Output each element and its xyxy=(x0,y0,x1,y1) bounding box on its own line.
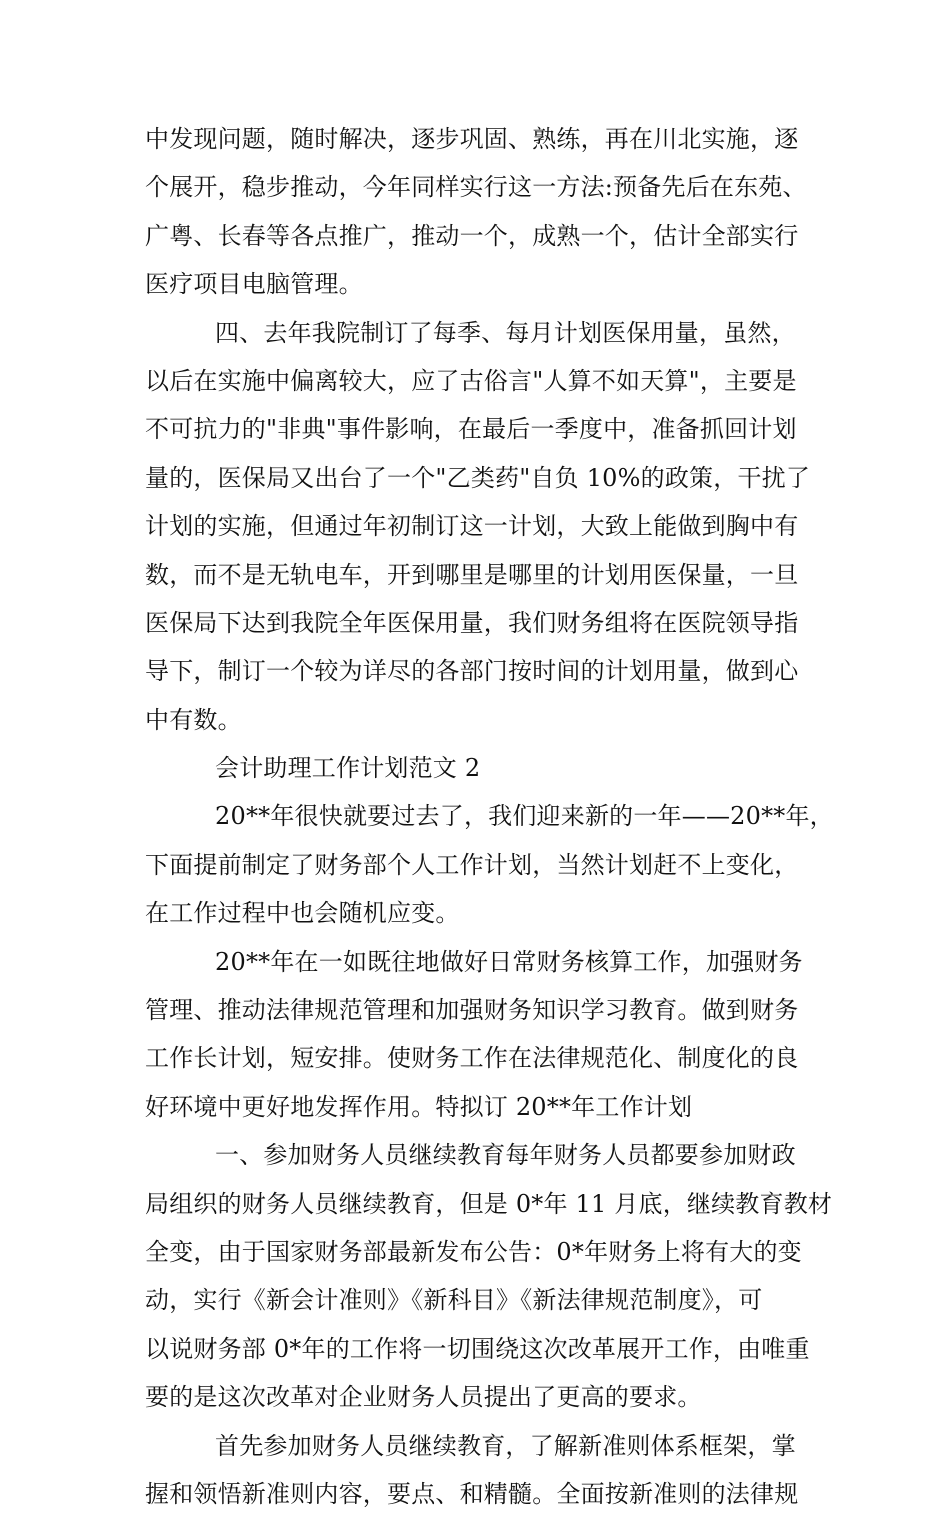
text-line: 以说财务部 0*年的工作将一切围绕这次改革展开工作，由唯重 xyxy=(145,1334,810,1363)
text-line: 不可抗力的"非典"事件影响，在最后一季度中，准备抓回计划 xyxy=(145,415,797,444)
text-line: 计划的实施，但通过年初制订这一计划，大致上能做到胸中有 xyxy=(145,512,799,541)
paragraph-first-line: 20**年很快就要过去了，我们迎来新的一年——20**年， xyxy=(215,802,834,831)
document-body xyxy=(145,115,834,1518)
text-line: 管理、推动法律规范管理和加强财务知识学习教育。做到财务 xyxy=(145,996,799,1025)
text-line: 医疗项目电脑管理。 xyxy=(145,270,363,299)
paragraph-first-line: 一、参加财务人员继续教育每年财务人员都要参加财政 xyxy=(215,1141,796,1170)
text-line: 下面提前制定了财务部个人工作计划，当然计划赶不上变化， xyxy=(145,850,799,879)
text-line: 广粤、长春等各点推广，推动一个，成熟一个，估计全部实行 xyxy=(145,221,799,250)
text-line: 局组织的财务人员继续教育，但是 0*年 11 月底，继续教育教材 xyxy=(145,1189,833,1218)
text-line: 个展开，稳步推动，今年同样实行这一方法:预备先后在东苑、 xyxy=(145,173,807,202)
text-line: 在工作过程中也会随机应变。 xyxy=(145,899,460,928)
text-line: 中有数。 xyxy=(145,705,242,734)
paragraph-first-line: 首先参加财务人员继续教育，了解新准则体系框架，掌 xyxy=(215,1431,796,1460)
paragraph-first-line: 20**年在一如既往地做好日常财务核算工作，加强财务 xyxy=(215,947,803,976)
text-line: 好环境中更好地发挥作用。特拟订 20**年工作计划 xyxy=(145,1092,693,1121)
text-line: 动，实行《新会计准则》《新科目》《新法律规范制度》，可 xyxy=(145,1286,763,1315)
text-line: 医保局下达到我院全年医保用量，我们财务组将在医院领导指 xyxy=(145,608,799,637)
paragraph-first-line: 四、去年我院制订了每季、每月计划医保用量，虽然， xyxy=(215,318,796,347)
paragraph-first-line: 会计助理工作计划范文 2 xyxy=(215,754,481,783)
text-line: 中发现问题，随时解决，逐步巩固、熟练，再在川北实施，逐 xyxy=(145,125,799,153)
text-line: 工作长计划，短安排。使财务工作在法律规范化、制度化的良 xyxy=(145,1044,799,1073)
text-line: 以后在实施中偏离较大，应了古俗言"人算不如天算"，主要是 xyxy=(145,366,797,395)
text-line: 全变，由于国家财务部最新发布公告：0*年财务上将有大的变 xyxy=(145,1237,802,1266)
text-line: 握和领悟新准则内容，要点、和精髓。全面按新准则的法律规 xyxy=(145,1479,799,1508)
text-line: 要的是这次改革对企业财务人员提出了更高的要求。 xyxy=(145,1383,702,1412)
text-line: 量的，医保局又出台了一个"乙类药"自负 10%的政策，干扰了 xyxy=(145,463,811,492)
text-line: 导下，制订一个较为详尽的各部门按时间的计划用量，做到心 xyxy=(145,657,799,686)
text-line: 数，而不是无轨电车，开到哪里是哪里的计划用医保量，一旦 xyxy=(145,560,799,589)
